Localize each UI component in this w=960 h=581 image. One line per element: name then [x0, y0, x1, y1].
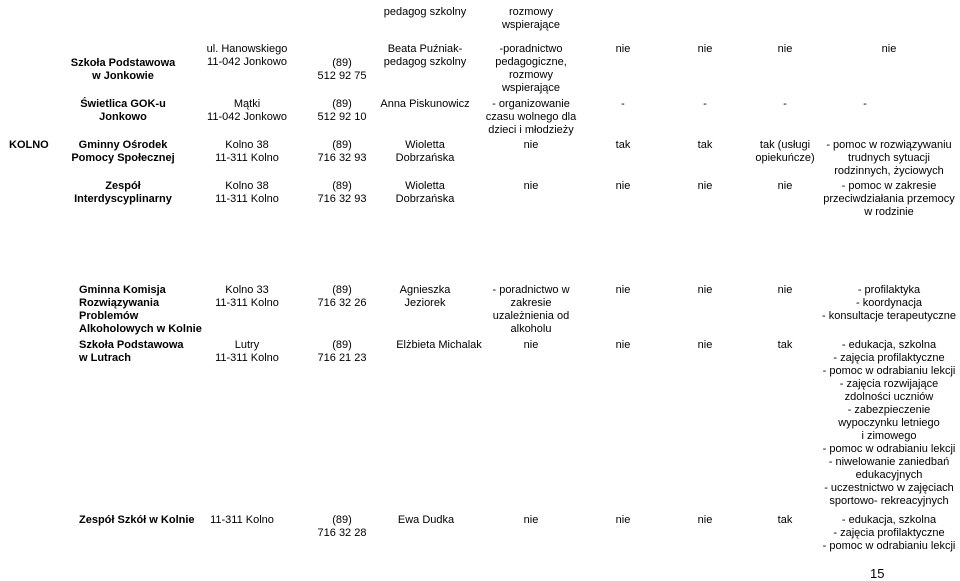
r5-person: Agnieszka Jeziorek: [399, 284, 451, 309]
r2-flag4: -: [863, 98, 867, 110]
r6-notes: - edukacja, szkolna - zajęcia profilaktyczne - pomoc w odrabianiu lekcji - zajęcia rozwijające zdolności uczniów - zabezpieczenie wypoczynku letniego i zimowego - pomoc w odrabianiu lekcji - niwelowanie zaniedbań edukacyjnych - uczestnictwo w zajęciach sportowo- rekreacyjnych: [822, 339, 956, 507]
r3-person: Wioletta Dobrzańska: [395, 139, 455, 164]
r2-phone: (89) 512 92 10: [317, 98, 367, 123]
r1-phone: (89) 512 92 75: [317, 57, 367, 82]
r4-phone: (89) 716 32 93: [317, 180, 367, 205]
r4-notes: - pomoc w zakresie przeciwdziałania przemocy w rodzinie: [823, 180, 955, 218]
r4-flag4: nie: [777, 180, 793, 192]
r2-flag1: -: [621, 98, 625, 110]
r5-flag3: nie: [777, 284, 793, 296]
r2-institution: Świetlica GOK-u Jonkowo: [80, 98, 166, 123]
r6-address: Lutry 11-311 Kolno: [215, 339, 279, 364]
r3-flag2: tak: [615, 139, 631, 151]
r2-flag2: -: [703, 98, 707, 110]
top-person: pedagog szkolny: [383, 6, 467, 18]
r3-address: Kolno 38 11-311 Kolno: [215, 139, 279, 164]
r1-flag1: nie: [615, 43, 631, 55]
r7-flag3: nie: [697, 514, 713, 526]
r3-flag4: tak (usługi opiekuńcze): [755, 139, 815, 164]
r2-flag3: -: [783, 98, 787, 110]
r6-institution: Szkoła Podstawowa w Lutrach: [79, 339, 184, 364]
r5-services: - poradnictwo w zakresie uzależnienia od alkoholu: [492, 284, 570, 335]
r5-address: Kolno 33 11-311 Kolno: [215, 284, 279, 309]
r4-person: Wioletta Dobrzańska: [395, 180, 455, 205]
r7-flag2: nie: [615, 514, 631, 526]
r5-flag2: nie: [697, 284, 713, 296]
r4-institution: Zespół Interdyscyplinarny: [74, 180, 172, 205]
r5-institution: Gminna Komisja Rozwiązywania Problemów Alkoholowych w Kolnie: [79, 284, 202, 335]
r2-person: Anna Piskunowicz: [380, 98, 470, 110]
r1-institution: Szkoła Podstawowa w Jonkowie: [70, 57, 176, 82]
r2-address: Mątki 11-042 Jonkowo: [207, 98, 287, 123]
r1-flag2: nie: [697, 43, 713, 55]
r4-flag1: nie: [523, 180, 539, 192]
r7-phone: (89) 716 32 28: [317, 514, 367, 539]
r3-institution: Gminny Ośrodek Pomocy Społecznej: [71, 139, 175, 164]
r7-address: 11-311 Kolno: [210, 514, 274, 526]
region-label: KOLNO: [9, 139, 49, 151]
r6-person: Elżbieta Michalak: [396, 339, 482, 351]
top-services: rozmowy wspierające: [501, 6, 561, 31]
r6-flag1: nie: [523, 339, 539, 351]
r4-flag2: nie: [615, 180, 631, 192]
r3-notes: - pomoc w rozwiązywaniu trudnych sytuacji rodzinnych, życiowych: [826, 139, 952, 177]
r4-address: Kolno 38 11-311 Kolno: [215, 180, 279, 205]
r7-person: Ewa Dudka: [397, 514, 455, 526]
r7-notes: - edukacja, szkolna - zajęcia profilaktyczne - pomoc w odrabianiu lekcji: [822, 514, 956, 552]
r3-flag3: tak: [697, 139, 713, 151]
r2-services: - organizowanie czasu wolnego dla dzieci i młodzieży: [485, 98, 577, 136]
r5-flag1: nie: [615, 284, 631, 296]
r7-flag1: nie: [523, 514, 539, 526]
r3-phone: (89) 716 32 93: [317, 139, 367, 164]
r3-flag1: nie: [523, 139, 539, 151]
r6-phone: (89) 716 21 23: [317, 339, 367, 364]
r7-flag4: tak: [777, 514, 793, 526]
r6-flag3: nie: [697, 339, 713, 351]
r7-institution: Zespół Szkół w Kolnie: [79, 514, 195, 526]
r6-flag2: nie: [615, 339, 631, 351]
r4-flag3: nie: [697, 180, 713, 192]
r6-flag4: tak: [777, 339, 793, 351]
r1-services: -poradnictwo pedagogiczne, rozmowy wspierające: [495, 43, 567, 94]
page-number: 15: [870, 566, 885, 581]
r1-person: Beata Puźniak- pedagog szkolny: [383, 43, 467, 68]
r1-address: ul. Hanowskiego 11-042 Jonkowo: [206, 43, 288, 68]
r5-phone: (89) 716 32 26: [317, 284, 367, 309]
r5-notes: - profilaktyka - koordynacja - konsultacje terapeutyczne: [822, 284, 956, 322]
r1-flag3: nie: [777, 43, 793, 55]
r1-flag4: nie: [881, 43, 897, 55]
